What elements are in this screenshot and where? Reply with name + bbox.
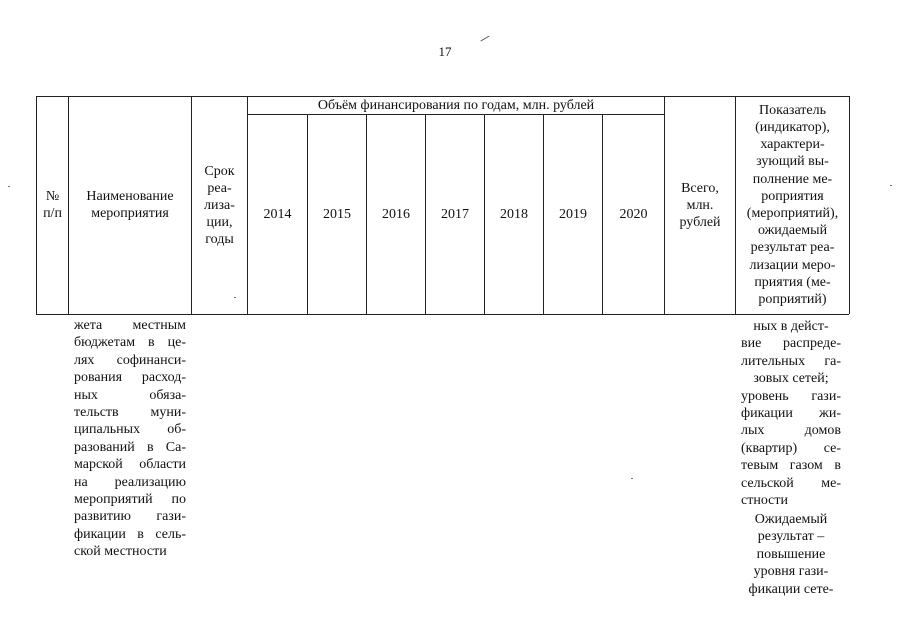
text-line: фикации жи- <box>741 406 841 422</box>
header-indicator-line: лизации меро- <box>749 257 836 273</box>
page-number: 17 <box>438 44 452 59</box>
text-line: лых домов <box>741 423 841 439</box>
text-line: бюджетам в це- <box>74 335 186 351</box>
header-name-text: Наименование мероприятия <box>86 189 174 221</box>
continuation-name-text <box>74 317 186 561</box>
text-line: сельской ме- <box>741 475 841 491</box>
header-indicator <box>736 96 849 314</box>
text-line: развитию гази- <box>74 509 186 525</box>
text-line: фикации в сель- <box>74 526 186 542</box>
header-year-text: 2015 <box>323 207 351 222</box>
header-year-text: 2017 <box>441 207 469 222</box>
header-indicator-line: Показатель <box>759 102 826 118</box>
text-line: ской местности <box>74 544 167 560</box>
header-term <box>192 96 247 314</box>
header-funding-group-text: Объём финансирования по годам, млн. рублей <box>317 97 595 113</box>
header-year-text: 2016 <box>382 207 410 222</box>
text-line: результат – <box>757 529 825 545</box>
text-line: уровня гази- <box>753 564 829 580</box>
text-line: на реализацию <box>74 474 186 490</box>
header-indicator-line: зующий вы- <box>756 154 829 170</box>
header-funding-group <box>248 97 664 114</box>
text-line: тевым газом в <box>741 458 841 474</box>
col-border-12 <box>849 96 850 314</box>
header-term-line: годы <box>205 231 234 247</box>
header-indicator-line: (мероприятий), <box>746 206 839 221</box>
header-year-2018 <box>485 115 543 314</box>
text-line: марской области <box>74 457 186 473</box>
header-year-text: 2020 <box>619 207 648 222</box>
continuation-indicator-text <box>741 318 841 509</box>
text-line: зовых сетей; <box>753 371 829 387</box>
header-year-text: 2019 <box>559 207 587 222</box>
text-line: повышение <box>756 546 826 562</box>
text-line: ных обяза- <box>74 387 186 403</box>
header-year-2014 <box>248 115 307 314</box>
header-year-2020 <box>603 115 664 314</box>
text-line: стности <box>741 493 788 509</box>
header-indicator-line: роприятий) <box>758 292 827 308</box>
text-line: фикации сете- <box>748 581 834 597</box>
text-line: лях софинанси- <box>74 352 186 368</box>
header-indicator-line: (индикатор), <box>755 119 830 135</box>
header-year-2017 <box>426 115 484 314</box>
text-line: тельств муни- <box>74 405 186 421</box>
header-year-2015 <box>308 115 366 314</box>
header-term-line: ции, <box>206 214 233 230</box>
continuation-expected-text <box>741 511 841 598</box>
header-indicator-line: ожидаемый <box>757 223 828 239</box>
header-name <box>69 96 191 314</box>
header-total-line: млн. <box>686 197 714 213</box>
text-line: рования расход- <box>74 370 186 386</box>
header-indicator-line: приятия (ме- <box>754 274 831 290</box>
text-line: вие распреде- <box>741 336 841 352</box>
header-year-text: 2014 <box>263 207 292 222</box>
header-total-line: рублей <box>679 214 721 230</box>
header-indicator-line: полнение ме- <box>752 171 833 187</box>
header-indicator-line: роприятия <box>761 188 824 204</box>
header-num <box>37 96 68 314</box>
header-num-text: № п/п <box>43 189 62 221</box>
header-term-line: лиза- <box>204 197 235 213</box>
text-line: (квартир) се- <box>741 440 841 456</box>
header-year-text: 2018 <box>500 207 528 222</box>
text-line: мероприятий по <box>74 492 186 508</box>
header-total-line: Всего, <box>681 180 719 196</box>
header-term-line: реа- <box>207 180 232 196</box>
header-year-2019 <box>544 115 602 314</box>
text-line: лительных га- <box>741 353 841 369</box>
text-line: Ожидаемый <box>754 512 828 527</box>
text-line: ципальных об- <box>74 422 186 438</box>
header-total <box>665 96 735 314</box>
header-term-line: Срок <box>204 163 235 179</box>
text-line: жета местным <box>74 318 186 333</box>
text-line: ных в дейст- <box>753 319 829 334</box>
text-line: разований в Са- <box>74 439 186 455</box>
header-bottom-border <box>36 314 849 315</box>
header-indicator-line: результат реа- <box>750 240 835 256</box>
text-line: уровень гази- <box>741 388 841 404</box>
header-year-2016 <box>367 115 425 314</box>
header-indicator-line: характери- <box>760 137 825 153</box>
